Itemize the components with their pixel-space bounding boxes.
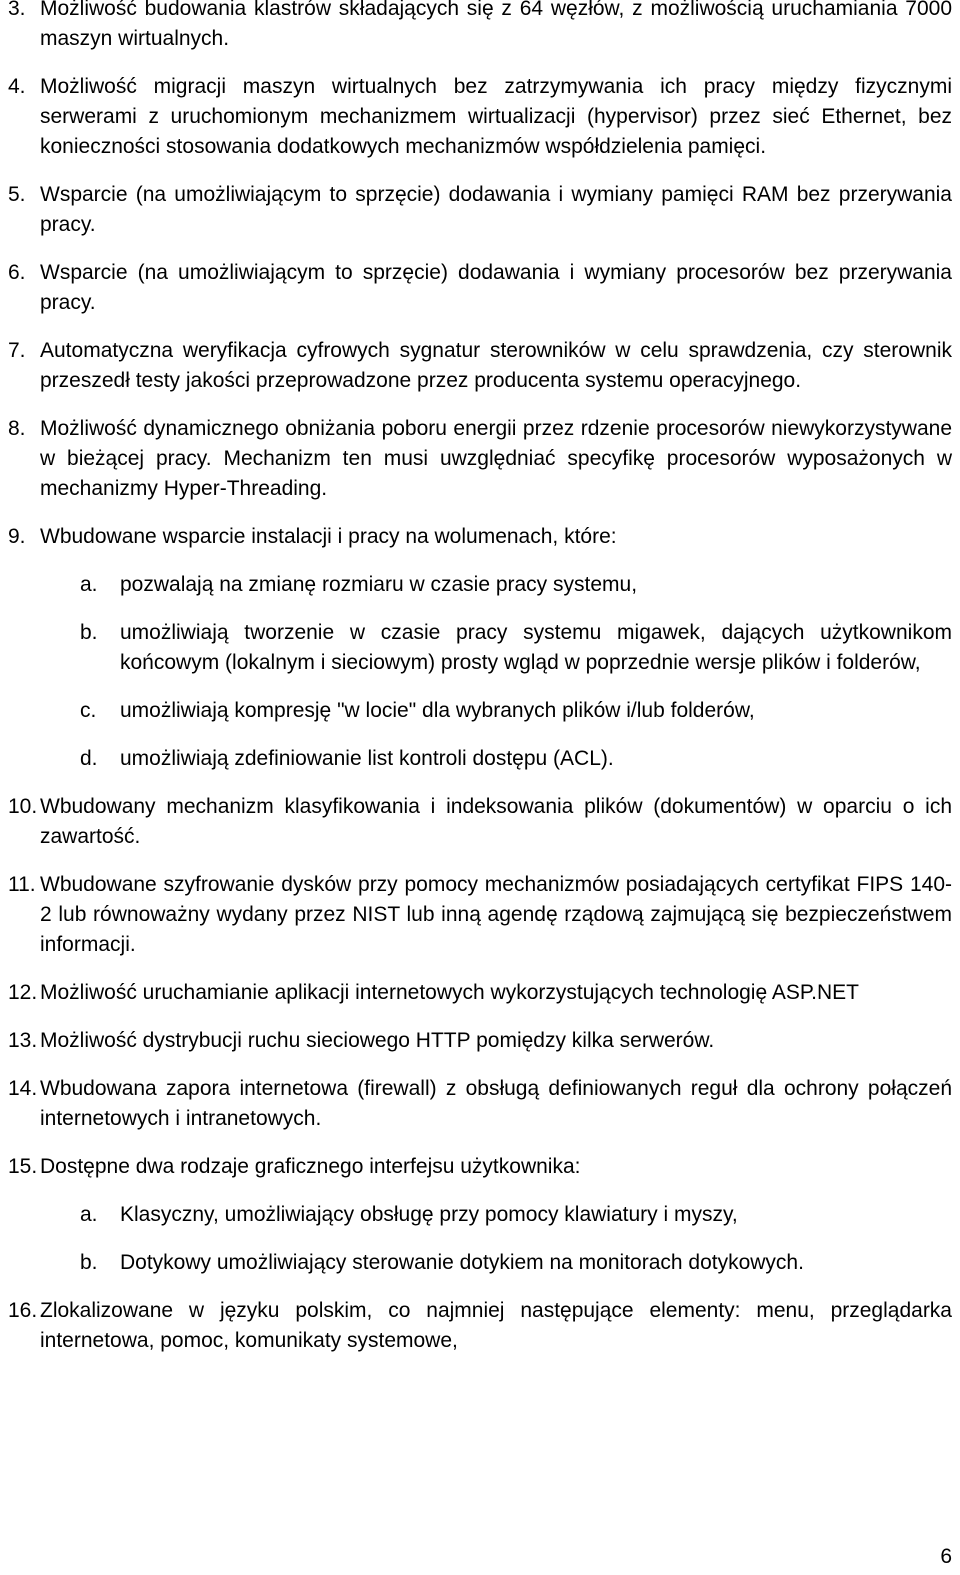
sub-list-item-letter: c. [80,699,97,722]
list-item-text: Możliwość budowania klastrów składających się z 64 węzłów, z możliwością uruchamiania 7000 maszyn wirtualnych. [40,0,952,50]
list-item-text: Możliwość migracji maszyn wirtualnych bez zatrzymywania ich pracy między fizycznymi serwerami z uruchomionym mechanizmem wirtualizacji (hypervisor) przez sieć Ethernet, bez konieczności stosowania dodatkowych mechanizmów współdzielenia pamięci. [40,75,952,158]
list-item [8,1026,952,1056]
list-item-text: Możliwość uruchamianie aplikacji internetowych wykorzystujących technologię ASP.NET [40,981,859,1004]
sub-list-item-letter: b. [80,621,98,644]
sub-list-item [80,1248,952,1278]
list-item [8,72,952,162]
sub-list-item [80,696,952,726]
sub-list-item-text: pozwalają na zmianę rozmiaru w czasie pracy systemu, [120,573,638,596]
list-item-text: Wbudowany mechanizm klasyfikowania i indeksowania plików (dokumentów) w oparciu o ich zawartość. [40,795,952,848]
list-item-number: 13. [8,1029,38,1052]
list-item-text: Możliwość dynamicznego obniżania poboru energii przez rdzenie procesorów niewykorzystywane w bieżącej pracy. Mechanizm ten musi uwzględniać specyfikę procesorów wyposażonych w mechanizmy Hyper-Threading. [40,417,952,500]
sub-list-item-letter: a. [80,573,98,596]
list-item [8,1074,952,1134]
sub-list-item-text: umożliwiają tworzenie w czasie pracy systemu migawek, dających użytkownikom końcowym (lokalnym i sieciowym) prosty wgląd w poprzednie wersje plików i folderów, [120,621,952,674]
list-item [8,522,952,552]
list-item-number: 7. [8,339,26,362]
sub-list-item-text: Klasyczny, umożliwiający obsługę przy pomocy klawiatury i myszy, [120,1203,738,1226]
list-item [8,1296,952,1356]
sub-list-item-letter: d. [80,747,98,770]
list-item [8,870,952,960]
list-item-text: Automatyczna weryfikacja cyfrowych sygnatur sterowników w celu sprawdzenia, czy sterownik przeszedł testy jakości przeprowadzone przez producenta systemu operacyjnego. [40,339,952,392]
list-item-number: 5. [8,183,26,206]
list-item [8,336,952,396]
sub-list-item [80,570,952,600]
list-item-text: Wbudowana zapora internetowa (firewall) z obsługą definiowanych reguł dla ochrony połączeń internetowych i intranetowych. [40,1077,952,1130]
list-item-text: Dostępne dwa rodzaje graficznego interfejsu użytkownika: [40,1155,581,1178]
list-item-text: Wsparcie (na umożliwiającym to sprzęcie) dodawania i wymiany procesorów bez przerywania pracy. [40,261,952,314]
list-item-number: 16. [8,1299,38,1322]
list-item [8,792,952,852]
list-item [8,258,952,318]
list-item [8,0,952,54]
list-item-number: 6. [8,261,26,284]
sub-list-item-text: umożliwiają kompresję "w locie" dla wybranych plików i/lub folderów, [120,699,755,722]
list-item-number: 14. [8,1077,38,1100]
list-item [8,180,952,240]
list-item-number: 9. [8,525,26,548]
list-item-text: Wbudowane szyfrowanie dysków przy pomocy mechanizmów posiadających certyfikat FIPS 140-2 lub równoważny wydany przez NIST lub inną agendę rządową zajmującą się bezpieczeństwem informacji. [40,873,952,956]
sub-list-item-letter: a. [80,1203,98,1226]
sub-list-item [80,1200,952,1230]
page-number: 6 [940,1545,952,1568]
sub-list-item-text: Dotykowy umożliwiający sterowanie dotykiem na monitorach dotykowych. [120,1251,804,1274]
list-item [8,414,952,504]
list-item-number: 15. [8,1155,38,1178]
list-item [8,978,952,1008]
list-item-number: 11. [8,873,36,896]
list-item [8,1152,952,1182]
list-item-text: Wsparcie (na umożliwiającym to sprzęcie) dodawania i wymiany pamięci RAM bez przerywania pracy. [40,183,952,236]
list-item-number: 8. [8,417,26,440]
list-item-text: Zlokalizowane w języku polskim, co najmniej następujące elementy: menu, przeglądarka internetowa, pomoc, komunikaty systemowe, [40,1299,952,1352]
list-item-number: 12. [8,981,38,1004]
list-item-number: 3. [8,0,26,20]
list-item-text: Możliwość dystrybucji ruchu sieciowego HTTP pomiędzy kilka serwerów. [40,1029,715,1052]
document-page [8,0,952,1356]
list-item-text: Wbudowane wsparcie instalacji i pracy na wolumenach, które: [40,525,617,548]
sub-list-item [80,618,952,678]
list-item-number: 4. [8,75,26,98]
sub-list-item-text: umożliwiają zdefiniowanie list kontroli dostępu (ACL). [120,747,614,770]
list-item-number: 10. [8,795,38,818]
sub-list-item-letter: b. [80,1251,98,1274]
sub-list-item [80,744,952,774]
